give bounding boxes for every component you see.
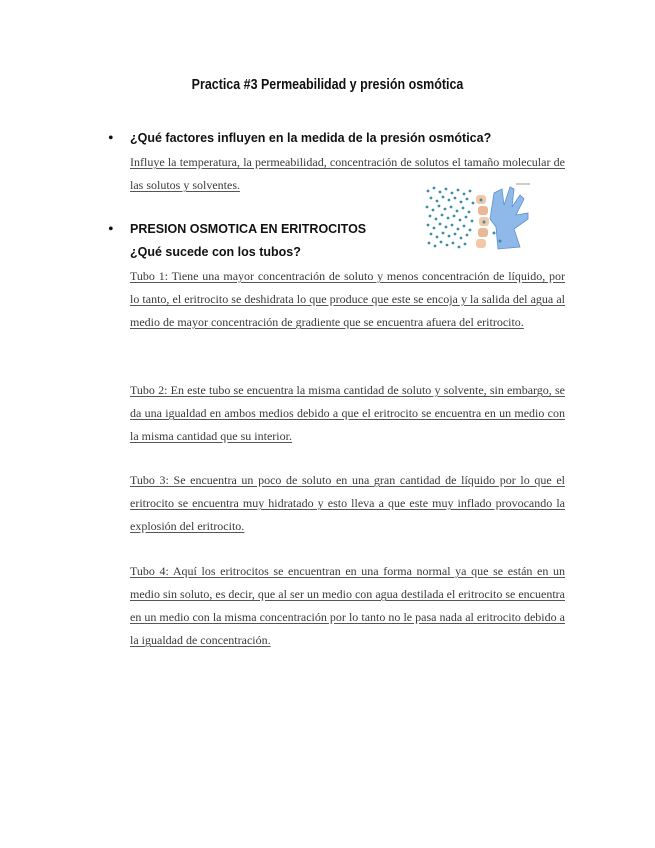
membrane-cells (476, 195, 489, 248)
question-subheading: ¿Qué sucede con los tubos? (130, 245, 301, 259)
osmosis-illustration-icon (424, 183, 532, 253)
bullet-marker: • (108, 130, 114, 147)
water-glove (490, 187, 528, 249)
tube-4-paragraph: Tubo 4: Aquí los eritrocitos se encuentran en una forma normal ya que se están en un medio sin soluto, es decir, que al ser un medio con agua destilada el eritrocito se encuentra en un medio con la misma concentración por lo tanto no le pasa nada al eritrocito debido a la igualdad de concentración. (130, 564, 565, 647)
page-title: Practica #3 Permeabilidad y presión osmótica (191, 77, 464, 93)
solute-dots (426, 187, 475, 249)
question-heading: ¿Qué factores influyen en la medida de la presión osmótica? (130, 131, 492, 145)
factors-answer-paragraph: Influye la temperatura, la permeabilidad, concentración de solutos el tamaño molecular de las solutos y solventes. (130, 155, 565, 192)
section-heading: PRESION OSMOTICA EN ERITROCITOS (130, 222, 367, 236)
tube-3-paragraph: Tubo 3: Se encuentra un poco de soluto en una gran cantidad de líquido por lo que el eritrocito se encuentra muy hidratado y esto lleva a que este muy inflado provocando la explosión del eritrocito. (130, 473, 565, 533)
tube-1-paragraph: Tubo 1: Tiene una mayor concentración de soluto y menos concentración de líquido, por lo tanto, el eritrocito se deshidrata lo que produce que este se encoja y la salida del agua al medio de mayor concentración de gradiente que se encuentra afuera del eritrocito. (130, 269, 565, 329)
bullet-marker: • (108, 221, 114, 238)
tube-2-paragraph: Tubo 2: En este tubo se encuentra la misma cantidad de soluto y solvente, sin embargo, se da una igualdad en ambos medios debido a que el eritrocito se encuentra en un medio con la misma cantidad que su interior. (130, 383, 565, 443)
